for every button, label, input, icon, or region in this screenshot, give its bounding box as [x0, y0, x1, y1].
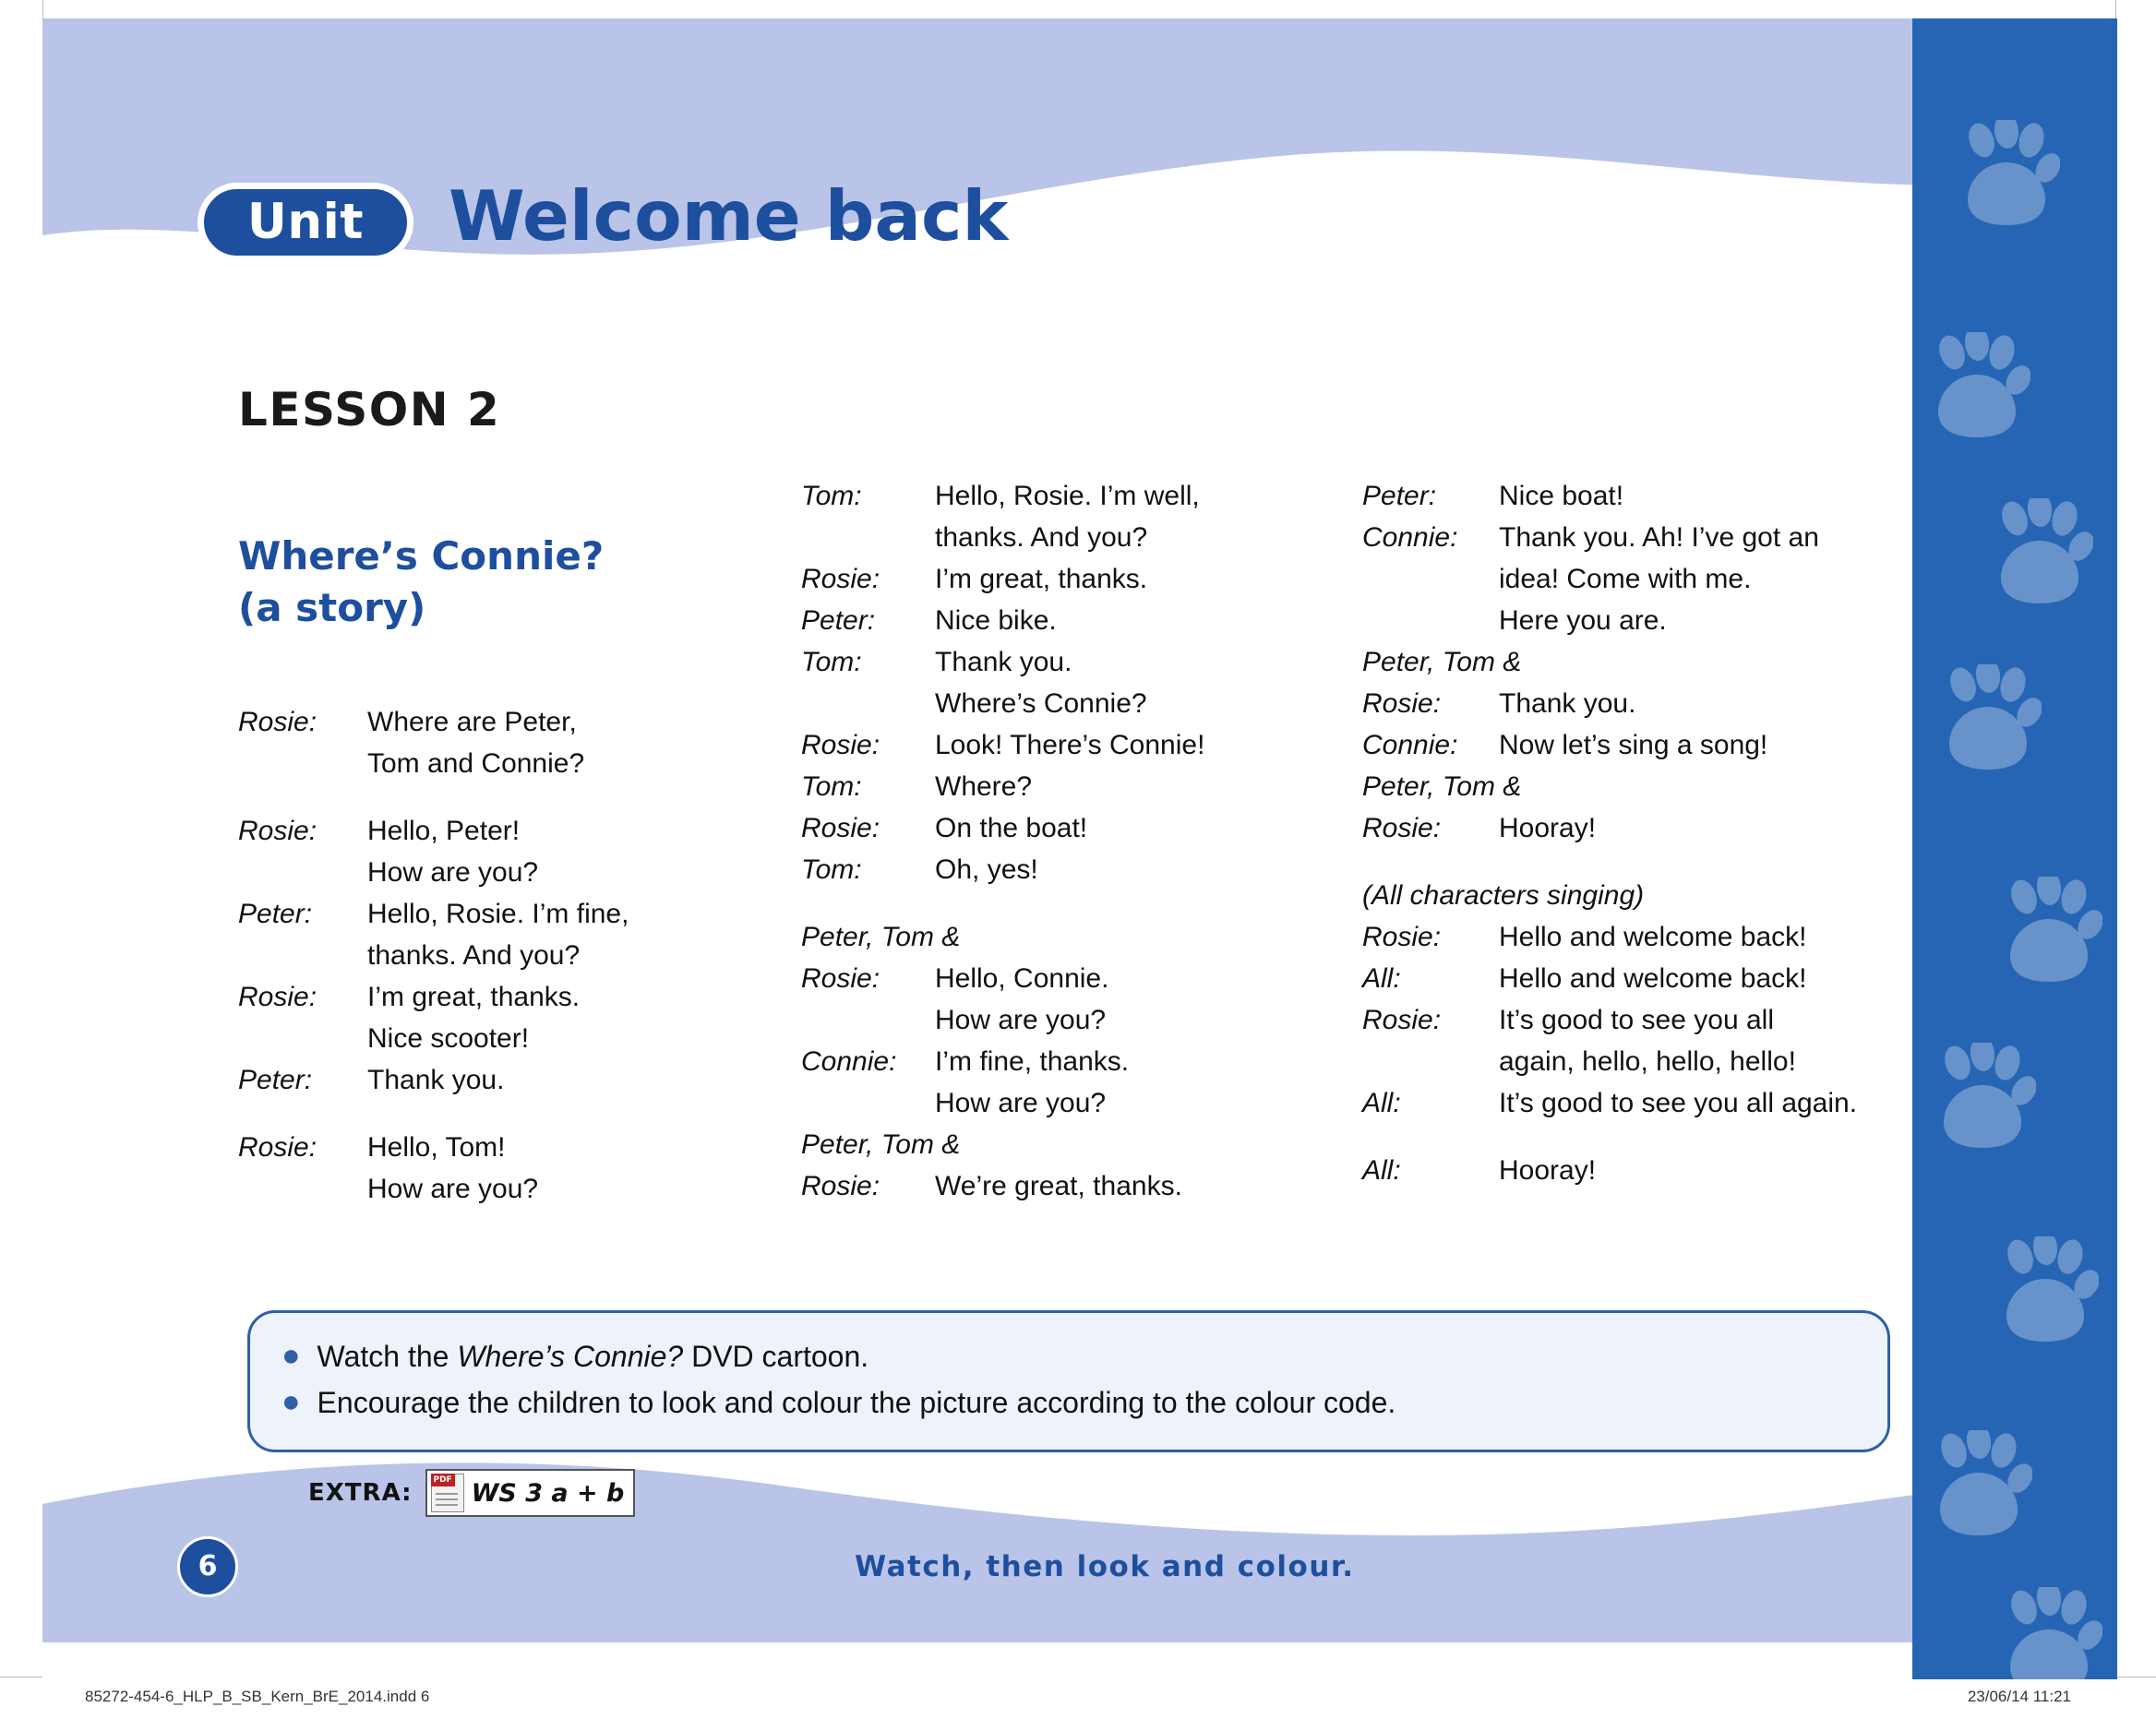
dialogue-speaker-full: Peter, Tom &	[801, 1129, 961, 1160]
dialogue-block	[801, 916, 1318, 1207]
teacher-note-item	[281, 1333, 1856, 1379]
dialogue-speaker: Rosie:	[238, 982, 317, 1012]
dialogue-text: Look! There’s Connie!	[935, 730, 1205, 760]
dialogue-text: Thank you.	[935, 647, 1072, 677]
dialogue-line	[801, 849, 1318, 890]
dialogue-line	[1362, 517, 1934, 558]
dialogue-speaker: Rosie:	[1362, 813, 1442, 843]
dialogue-line	[238, 810, 700, 852]
dialogue-speaker-full: Peter, Tom &	[1362, 647, 1522, 677]
worksheet-label: WS 3 a + b	[471, 1478, 625, 1508]
dialogue-speaker: Peter:	[801, 605, 876, 636]
dialogue-text: Where’s Connie?	[935, 688, 1147, 719]
dialogue-text: idea! Come with me.	[1499, 564, 1752, 594]
dialogue-speaker: All:	[1362, 1088, 1401, 1118]
dialogue-text: Hooray!	[1499, 813, 1597, 843]
dialogue-speaker: Rosie:	[801, 564, 880, 594]
dialogue-text: Hello, Tom!	[367, 1132, 506, 1163]
dialogue-speaker: Rosie:	[1362, 922, 1442, 952]
worksheet-chip[interactable]	[425, 1469, 636, 1517]
dialogue-text: How are you?	[935, 1088, 1107, 1118]
dialogue-line	[238, 1127, 700, 1168]
dialogue-text: It’s good to see you all	[1499, 1005, 1774, 1035]
dialogue-speaker: Tom:	[801, 854, 862, 885]
dialogue-speaker: All:	[1362, 1155, 1401, 1186]
dialogue-speaker-full: Peter, Tom &	[1362, 771, 1522, 802]
dialogue-text: We’re great, thanks.	[935, 1171, 1182, 1201]
dialogue-line	[1362, 683, 1934, 724]
extra-label: EXTRA:	[308, 1479, 413, 1507]
dialogue-speaker: Rosie:	[238, 707, 317, 737]
dialogue-line	[801, 558, 1318, 600]
dialogue-text: Tom and Connie?	[367, 748, 585, 779]
dialogue-speaker: Peter:	[238, 899, 313, 929]
paw-print-icon	[1940, 664, 2042, 775]
dialogue-line	[1362, 724, 1934, 766]
dialogue-block	[1362, 875, 1934, 1124]
dialogue-line	[1362, 958, 1934, 999]
dialogue-text: Hello, Peter!	[367, 816, 521, 846]
dialogue-text: How are you?	[367, 1174, 539, 1204]
dialogue-text: How are you?	[367, 857, 539, 888]
dialogue-speaker: Connie:	[1362, 522, 1458, 553]
top-wave-svg	[42, 18, 2117, 323]
dialogue-line	[801, 517, 1318, 558]
dialogue-speaker: Peter:	[238, 1065, 313, 1095]
dialogue-text: thanks. And you?	[935, 522, 1148, 553]
teacher-notes-box	[247, 1310, 1890, 1452]
dialogue-speaker: Tom:	[801, 647, 862, 677]
dialogue-speaker: Connie:	[1362, 730, 1458, 760]
paw-print-icon	[1958, 120, 2060, 231]
dialogue-speaker: Rosie:	[801, 813, 880, 843]
unit-badge: Unit	[198, 183, 413, 262]
teacher-note-item	[281, 1379, 1856, 1426]
paw-print-side-strip	[1912, 18, 2117, 1679]
teacher-note-text: Encourage the children to look and colour the picture according to the colour code.	[317, 1386, 1396, 1419]
dialogue-line	[1362, 475, 1934, 517]
dialogue-text: Nice bike.	[935, 605, 1057, 636]
dialogue-line	[801, 999, 1318, 1041]
dialogue-block	[801, 475, 1318, 890]
dialogue-line	[801, 1041, 1318, 1082]
dialogue-text: Hello, Rosie. I’m fine,	[367, 899, 629, 929]
page-title: Welcome back	[449, 175, 1009, 257]
dialogue-speaker-full: Peter, Tom &	[801, 922, 961, 952]
dialogue-text: Thank you. Ah! I’ve got an	[1499, 522, 1819, 553]
dialogue-line	[801, 766, 1318, 807]
paw-print-icon	[1931, 1430, 2032, 1541]
paw-print-icon	[1934, 1043, 2036, 1153]
dialogue-speaker: Rosie:	[1362, 1005, 1442, 1035]
dialogue-line	[801, 600, 1318, 641]
dialogue-line	[801, 1082, 1318, 1124]
paw-print-icon	[2001, 877, 2102, 987]
print-meta-filename: 85272-454-6_HLP_B_SB_Kern_BrE_2014.indd 6	[85, 1688, 430, 1705]
top-wave-decoration	[42, 18, 2117, 323]
story-title-line-1: Where’s Connie?	[238, 533, 605, 579]
dialogue-line	[1362, 1041, 1934, 1082]
dialogue-speaker: Tom:	[801, 771, 862, 802]
dialogue-line	[801, 475, 1318, 517]
dialogue-line	[1362, 600, 1934, 641]
dialogue-block	[238, 810, 700, 1101]
dialogue-line	[801, 958, 1318, 999]
dialogue-line	[801, 683, 1318, 724]
dialogue-text: Nice boat!	[1499, 481, 1624, 511]
dialogue-speaker: Rosie:	[801, 963, 880, 994]
dialogue-line	[238, 893, 700, 935]
dialogue-text: Hooray!	[1499, 1155, 1597, 1186]
dialogue-line	[238, 743, 700, 784]
extra-resources-row	[308, 1469, 635, 1517]
dialogue-speaker: Rosie:	[238, 816, 317, 846]
story-title-line-2: (a story)	[238, 585, 426, 630]
dialogue-text: I’m great, thanks.	[935, 564, 1148, 594]
script-column-1	[238, 701, 700, 1236]
dialogue-block	[1362, 1150, 1934, 1191]
dialogue-line	[801, 641, 1318, 683]
dialogue-text: Where are Peter,	[367, 707, 577, 737]
dialogue-block	[238, 701, 700, 784]
dialogue-line	[801, 807, 1318, 849]
paw-print-icon	[1997, 1236, 2099, 1347]
paw-print-icon	[1992, 498, 2093, 609]
script-column-3	[1362, 475, 1934, 1217]
paw-print-icon	[2001, 1587, 2102, 1679]
dialogue-block	[1362, 475, 1934, 849]
dialogue-line	[1362, 1082, 1934, 1124]
dialogue-text: Hello and welcome back!	[1499, 922, 1807, 952]
dialogue-text: Where?	[935, 771, 1033, 802]
dialogue-line	[1362, 916, 1934, 958]
dialogue-text: On the boat!	[935, 813, 1088, 843]
dialogue-text: It’s good to see you all again.	[1499, 1088, 1858, 1118]
dialogue-speaker: All:	[1362, 963, 1401, 994]
dialogue-line	[1362, 558, 1934, 600]
dialogue-line	[238, 1168, 700, 1210]
dialogue-speaker: Rosie:	[1362, 688, 1442, 719]
dialogue-block	[238, 1127, 700, 1210]
dialogue-line	[238, 701, 700, 743]
dialogue-text: Hello, Connie.	[935, 963, 1109, 994]
dialogue-text: Thank you.	[367, 1065, 505, 1095]
dialogue-text: Thank you.	[1499, 688, 1636, 719]
dialogue-line	[801, 1165, 1318, 1207]
printed-page	[42, 18, 2117, 1679]
dialogue-speaker: Peter:	[1362, 481, 1437, 511]
bullet-icon: ●	[281, 1338, 301, 1373]
page-number-badge: 6	[177, 1536, 238, 1597]
dialogue-text: Now let’s sing a song!	[1499, 730, 1768, 760]
dialogue-text: thanks. And you?	[367, 940, 581, 971]
dialogue-speaker: Connie:	[801, 1046, 897, 1077]
dialogue-text: I’m fine, thanks.	[935, 1046, 1130, 1077]
dialogue-line	[1362, 1150, 1934, 1191]
dialogue-text: How are you?	[935, 1005, 1107, 1035]
dialogue-text: again, hello, hello, hello!	[1499, 1046, 1796, 1077]
dialogue-text: Here you are.	[1499, 605, 1667, 636]
dialogue-text: Hello and welcome back!	[1499, 963, 1807, 994]
dialogue-speaker: Rosie:	[801, 730, 880, 760]
dialogue-speaker: Rosie:	[238, 1132, 317, 1163]
teacher-note-title: Where’s Connie?	[457, 1340, 684, 1373]
dialogue-speaker: Rosie:	[801, 1171, 880, 1201]
dialogue-text: Oh, yes!	[935, 854, 1038, 885]
dialogue-line	[238, 1059, 700, 1101]
dialogue-speaker-full: (All characters singing)	[1362, 880, 1645, 911]
lesson-label: LESSON 2	[238, 383, 501, 436]
dialogue-text: Hello, Rosie. I’m well,	[935, 481, 1200, 511]
dialogue-speaker: Tom:	[801, 481, 862, 511]
dialogue-line	[238, 852, 700, 893]
pdf-icon	[431, 1474, 464, 1512]
footer-instruction: Watch, then look and colour.	[855, 1550, 1355, 1583]
teacher-note-text: Watch the Where’s Connie? DVD cartoon.	[317, 1340, 869, 1373]
dialogue-line	[1362, 807, 1934, 849]
dialogue-text: I’m great, thanks.	[367, 982, 581, 1012]
pdf-icon-tag: PDF	[431, 1474, 455, 1486]
dialogue-line	[238, 976, 700, 1018]
story-title	[238, 531, 700, 634]
print-meta-bar	[0, 1678, 2156, 1719]
paw-print-icon	[1929, 332, 2030, 443]
bullet-icon: ●	[281, 1384, 301, 1419]
script-column-2	[801, 475, 1318, 1233]
dialogue-line	[238, 1018, 700, 1059]
dialogue-line	[238, 935, 700, 976]
dialogue-line	[1362, 999, 1934, 1041]
dialogue-line	[801, 724, 1318, 766]
print-meta-timestamp: 23/06/14 11:21	[1967, 1688, 2071, 1705]
dialogue-text: Nice scooter!	[367, 1023, 530, 1054]
